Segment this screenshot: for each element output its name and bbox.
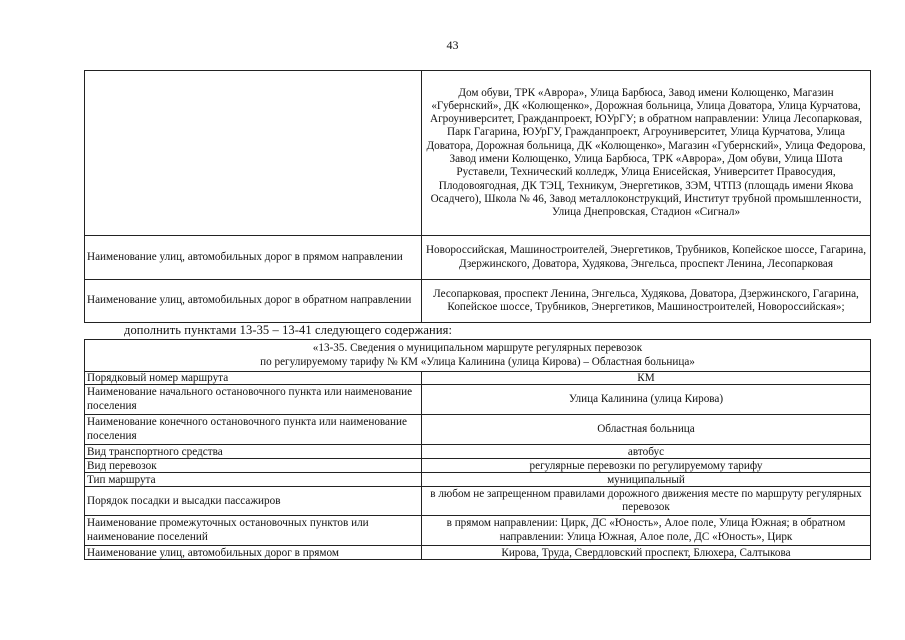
table2-row5-right: регулярные перевозки по регулируемому тарифу: [422, 459, 871, 473]
amendment-text: дополнить пунктами 13-35 – 13-41 следующего содержания:: [124, 323, 453, 337]
table2-row6-left: Тип маршрута: [85, 473, 422, 487]
table2-row2-right: Улица Калинина (улица Кирова): [422, 385, 871, 415]
route-table-13-35: [84, 339, 871, 560]
table2-row8-left: Наименование промежуточных остановочных пунктов или наименование поселений: [85, 516, 422, 546]
table2-row3-left: Наименование конечного остановочного пункта или наименование поселения: [85, 415, 422, 445]
table1-row1-right: Дом обуви, ТРК «Аврора», Улица Барбюса, Завод имени Колющенко, Магазин «Губернский», ДК «Колющенко», Дорожная больница, Улица Доватора, Улица Курчатова, Агроуниверситет, Гражданпроект, ЮУрГУ; в обратном направлении: Улица Лесопарковая, Парк Гагарина, ЮУрГУ, Гражданпроект, Агроуниверситет, Улица Курчатова, Улица Доватора, Дорожная больница, ДК «Колющенко», Магазин «Губернский», Улица Федорова, Завод имени Колющенко, Улица Барбюса, ТРК «Аврора», Дом обуви, Улица Шота Руставели, Технический колледж, Улица Енисейская, Университет Правосудия, Плодовоягодная, ДК ТЭЦ, Техникум, Энергетиков, ЗЭМ, ЧТПЗ (площадь имени Якова Осадчего), Школа № 46, Завод металлоконструкций, Институт трубной промышленности, Улица Днепровская, Стадион «Сигнал»: [422, 71, 871, 236]
page-number: 43: [446, 38, 459, 52]
table2-row7-left: Порядок посадки и высадки пассажиров: [85, 487, 422, 516]
table2-row7-right: в любом не запрещенном правилами дорожного движения месте по маршруту регулярных перевозок: [422, 487, 871, 516]
table1-row2-left: Наименование улиц, автомобильных дорог в прямом направлении: [85, 236, 422, 280]
table2-row9-left: Наименование улиц, автомобильных дорог в прямом: [85, 546, 422, 560]
table2-row5-left: Вид перевозок: [85, 459, 422, 473]
table1-row1-left: [85, 71, 422, 236]
table2-row3-right: Областная больница: [422, 415, 871, 445]
table1-row3-right: Лесопарковая, проспект Ленина, Энгельса, Худякова, Доватора, Дзержинского, Гагарина, Копейское шоссе, Трубников, Энергетиков, Машиностроителей, Новороссийская»;: [422, 280, 871, 323]
table1-row3-left: Наименование улиц, автомобильных дорог в обратном направлении: [85, 280, 422, 323]
table2-row8-right: в прямом направлении: Цирк, ДС «Юность», Алое поле, Улица Южная; в обратном направлении: Улица Южная, Алое поле, ДС «Юность», Цирк: [422, 516, 871, 546]
table2-row2-left: Наименование начального остановочного пункта или наименование поселения: [85, 385, 422, 415]
route-table-continued: [84, 70, 871, 323]
table2-row4-left: Вид транспортного средства: [85, 445, 422, 459]
table2-row1-left: Порядковый номер маршрута: [85, 372, 422, 385]
table2-row9-right: Кирова, Труда, Свердловский проспект, Блюхера, Салтыкова: [422, 546, 871, 560]
table2-row6-right: муниципальный: [422, 473, 871, 487]
table2-row4-right: автобус: [422, 445, 871, 459]
table2-row1-right: КМ: [422, 372, 871, 385]
table2-header-line1: «13-35. Сведения о муниципальном маршруте регулярных перевозок: [312, 342, 643, 355]
table1-row2-right: Новороссийская, Машиностроителей, Энергетиков, Трубников, Копейское шоссе, Гагарина, Дзержинского, Доватора, Худякова, Энгельса, проспект Ленина, Лесопарковая: [422, 236, 871, 280]
table2-header: [85, 340, 871, 372]
table2-header-line2: по регулируемому тарифу № КМ «Улица Калинина (улица Кирова) – Областная больница»: [260, 355, 695, 368]
